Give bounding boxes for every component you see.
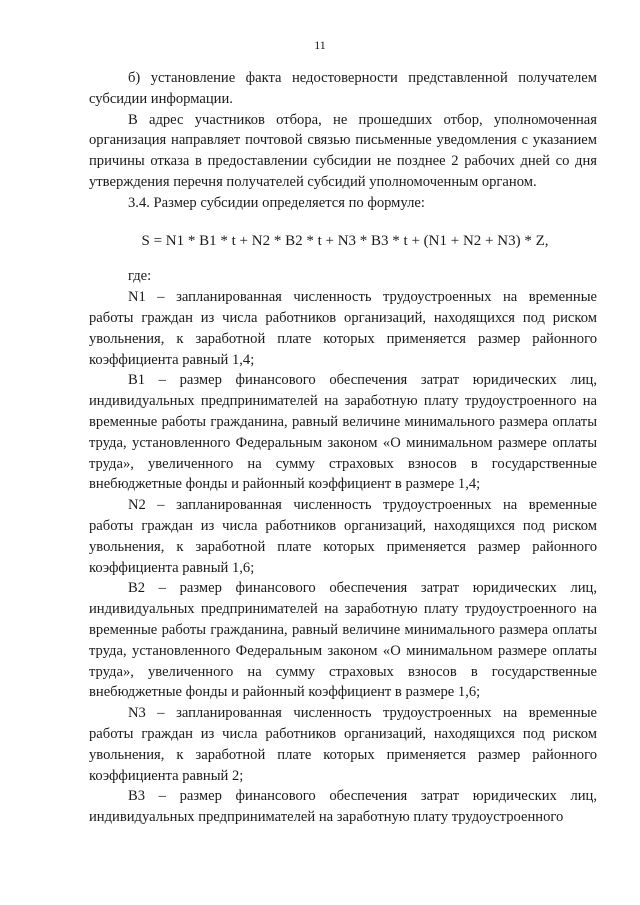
definition-b3: B3 – размер финансового обеспечения затрат юридических лиц, индивидуальных предпринимателей на заработную плату трудоустроенного xyxy=(89,788,597,826)
subsidy-formula: S = N1 * B1 * t + N2 * B2 * t + N3 * B3 * t + (N1 + N2 + N3) * Z, xyxy=(141,232,549,249)
definition-b2: B2 – размер финансового обеспечения затрат юридических лиц, индивидуальных предпринимателей на заработную плату трудоустроенного на временные работы гражданина, равный величине минимального размера оплаты труда, установленного Федеральным законом «О минимальном размере оплаты труда», увеличенного на сумму страховых взносов в государственные внебюджетные фонды и районный коэффициент в размере 1,6; xyxy=(89,580,597,701)
paragraph-3-4: 3.4. Размер субсидии определяется по формуле: xyxy=(128,194,425,211)
definition-n1: N1 – запланированная численность трудоустроенных на временные работы граждан из числа работников организаций, находящихся под риском увольнения, к заработной плате которых применяется размер районного коэффициента равный 1,4; xyxy=(89,289,597,368)
paragraph-where: где: xyxy=(128,268,152,285)
document-body xyxy=(89,68,597,828)
definition-b1: B1 – размер финансового обеспечения затрат юридических лиц, индивидуальных предпринимателей на заработную плату трудоустроенного на временные работы гражданина, равный величине минимального размера оплаты труда, установленного Федеральным законом «О минимальном размере оплаты труда», увеличенного на сумму страховых взносов в государственные внебюджетные фонды и районный коэффициент в размере 1,4; xyxy=(89,372,597,493)
paragraph-item-b: б) установление факта недостоверности представленной получателем субсидии информации. xyxy=(89,70,597,107)
definition-n3: N3 – запланированная численность трудоустроенных на временные работы граждан из числа работников организаций, находящихся под риском увольнения, к заработной плате которых применяется размер районного коэффициента равный 2; xyxy=(89,705,597,784)
definition-n2: N2 – запланированная численность трудоустроенных на временные работы граждан из числа работников организаций, находящихся под риском увольнения, к заработной плате которых применяется размер районного коэффициента равный 1,6; xyxy=(89,497,597,576)
page-number: 11 xyxy=(314,38,326,52)
paragraph-rejection-notice: В адрес участников отбора, не прошедших отбор, уполномоченная организация направляет почтовой связью письменные уведомления с указанием причины отказа в предоставлении субсидии не позднее 2 рабочих дней со дня утверждения перечня получателей субсидий уполномоченным органом. xyxy=(89,111,597,190)
